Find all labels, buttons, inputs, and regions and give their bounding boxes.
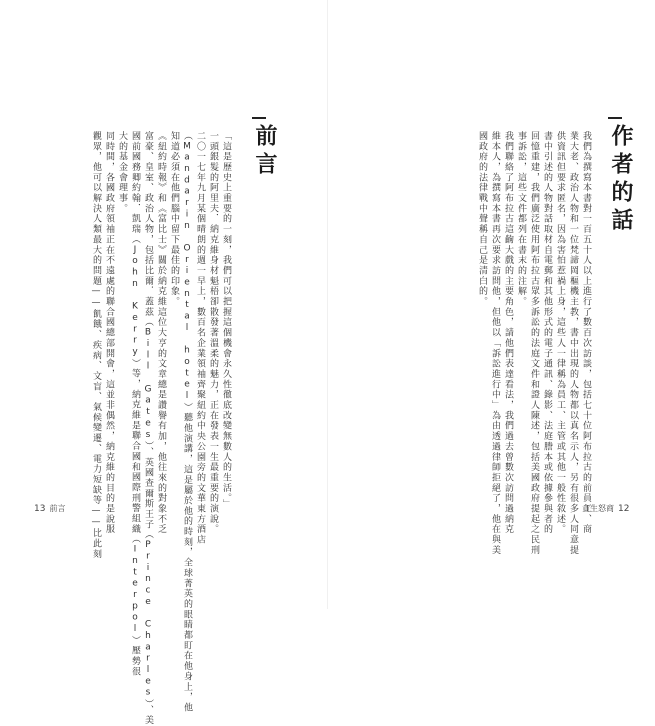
authors-note-line: 國政府的法律戰中聲稱自己是清白的。	[477, 131, 487, 307]
preface-line: 大的基金會理事。	[117, 131, 127, 214]
authors-note-body	[475, 131, 592, 555]
running-head-right: 貪生怒商	[582, 504, 614, 513]
preface-body	[89, 131, 232, 726]
preface-line: 富豪、皇室、政治人物，包括比爾．蓋茲（Bill Gates）、英國查爾斯王子（Prince Charles）、美	[143, 131, 153, 726]
preface-line: 觀眾，他可以解決人類最大的問題——飢餓、疾病、文盲、氣候變遷、電力短缺等——比此刻	[91, 131, 101, 560]
running-head-left: 前言	[49, 504, 66, 513]
preface-line: 一頭銀髮的阿里夫．納克維身材魁梧卻散發著溫柔的魅力，正在發表一生最重要的演說。	[208, 131, 218, 535]
book-gutter	[327, 0, 328, 609]
folio-left	[30, 503, 65, 514]
authors-note-line: 我們為撰寫本書對一百五十人以上進行了數百次訪談，包括七十位阿布拉古的前員工、商	[581, 131, 591, 535]
authors-note-line: 供資訊但要求匿名，因為害怕惹禍上身，這些人一律稱為員工、主管或其他一般性敘述。	[555, 131, 565, 535]
folio-right	[582, 503, 633, 514]
heading-rule-preface	[252, 117, 266, 119]
page-number-right: 12	[618, 504, 630, 514]
authors-note-line: 回憶重建，我們廣泛使用阿布拉古眾多訴訟的法庭文件和證人陳述，包括美國政府提起之民刑	[529, 131, 539, 556]
preface-line: 「這是歷史上重要的一刻，我們可以把握這個機會永久性徹底改變無數人的生活。」	[221, 131, 231, 510]
preface-line: 《紐約時報》和《富比士》關於納克維這位大亨的文章總是讚譽有加，他往來的對象不乏	[156, 131, 166, 535]
authors-note-line: 業大老、政治人物和一位梵諦岡樞機主教，書中出現的人物都以真名示人，另有很多人同意提	[568, 131, 578, 556]
preface-line: 二〇一七年九月某個晴朗的週一早上，數百名企業領袖齊聚紐約中央公園旁的文華東方酒店	[195, 131, 205, 545]
preface-line: 同時間，各國政府領袖正在不遠處的聯合國總部開會，這並非偶然，納克維的目的是說服	[104, 131, 114, 535]
authors-note-line: 我們聯絡了阿布拉古這齣大戲的主要角色，請他們表達看法，我們過去曾數次訪問過納克	[503, 131, 513, 535]
preface-line: （Mandarin Oriental hotel）聽他演講，這是屬於他的時刻，全球菁英的眼睛都盯在他身上，他	[182, 131, 192, 713]
preface-line: 國前國務卿約翰．凱瑞（John Kerry）等，納克維是聯合國和國際刑警組織（Interpol）壓勢很	[130, 131, 140, 677]
authors-note-line: 書中引述的人物對話取材自電郵和其他形式的電子通訊、錄影、法庭謄本或依據參與者的	[542, 131, 552, 535]
authors-note-line: 維本人，為撰寫本書再次要求訪問他，但他以「訴訟進行中」為由透過律師拒絕了，他在與美	[490, 131, 500, 556]
heading-preface: 前言	[252, 124, 277, 180]
authors-note-line: 事訴訟，這些文件都列在書末的注解。	[516, 131, 526, 307]
page-number-left: 13	[34, 504, 46, 514]
heading-authors-note: 作者的話	[608, 124, 633, 236]
heading-rule-authors-note	[608, 117, 622, 119]
preface-line: 知道必須在他們腦中留下最佳的印象。	[169, 131, 179, 307]
